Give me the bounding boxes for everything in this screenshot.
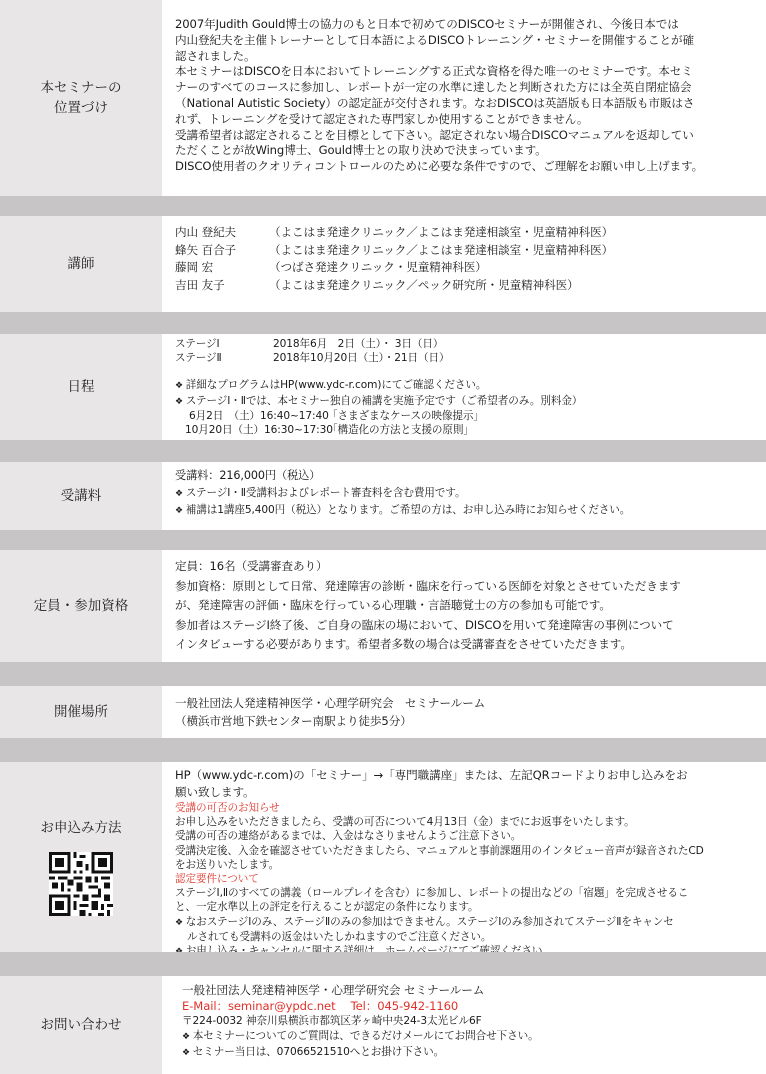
venue-content: 一般社団法人発達精神医学・心理学研究会 セミナールーム （横浜市営地下鉄センター南駅より徒歩5分） [175, 696, 486, 728]
contact-label: お問い合わせ [0, 976, 162, 1074]
apply-content: HP（www.ydc-r.com)の「セミナー」→「専門職講座」または、左記QRコードよりお申し込みをお 願い致します。 受講の可否のお知らせ お申し込みをいただきましたら、受講の可否について4月13日（金）までにお返事をいたします。 受講の可否の連絡があるまでは、入金はなさりませんようご注意下さい。 受講決定後、入金を確認させていただきましたら、マニュアルと事前課題用のインタビュー音声が録音されたCD をお送りいたします。 認定要件について ステージⅠ,Ⅱのすべての講義（ロールプレイを含む）に参加し、レポートの提出などの「宿題」を完成させるこ と、一定水準以上の評定を行えることが認定の条件になります。 ❖ なおステージⅠのみ、ステージⅡのみの参加はできません。ステージⅠのみ参加されてステージⅡをキャンセ ルされても受講料の返金はいたしかねますのでご注意ください。 ❖ [162, 762, 766, 952]
contact-row [0, 976, 766, 1074]
stage-item: ステージⅠ 2018年6月 2日（土）・ 3日（日） [175, 338, 444, 350]
section-divider [0, 196, 766, 216]
lecturer-item: 吉田 友子 （よこはま発達クリニック／ペック研究所・児童精神科医） [175, 277, 579, 292]
stage-item: ステージⅡ 2018年10月20日（土）・21日（日） [175, 352, 450, 365]
schedule-label: 日程 [0, 334, 162, 440]
positioning-row [0, 0, 766, 196]
section-divider [0, 440, 766, 462]
positioning-label: 本セミナーの 位置づけ [0, 0, 162, 196]
lecturer-item: 蜂矢 百合子 （よこはま発達クリニック／よこはま発達相談室・児童精神科医） [175, 242, 614, 257]
capacity-row [0, 550, 766, 662]
section-divider [0, 952, 766, 976]
notice-heading: 受講の可否のお知らせ [175, 802, 280, 814]
capacity-label: 定員・参加資格 [0, 550, 162, 662]
lecturers-row [0, 216, 766, 312]
section-divider [0, 530, 766, 550]
section-divider [0, 662, 766, 686]
venue-row [0, 686, 766, 738]
schedule-row [0, 334, 766, 440]
venue-label: 開催場所 [0, 686, 162, 738]
lecturers-content [162, 216, 766, 312]
schedule-content: ステージⅠ 2018年6月 2日（土）・ 3日（日） ステージⅡ 2018年10月20日（土）・21日（日） ❖ 詳細なプログラムはHP(www.ydc-r.com)にてご確認ください。 ❖ ステージⅠ・Ⅱでは、本セミナー独自の補講を実施予定です（ご希望者のみ。別料金） 6月2日 （土）16:40~17:40「さまざまなケースの映像提示」 10月20日（土）16:30~17:30「構造化の方法と支援の原則」 [162, 334, 766, 440]
contact-email[interactable]: E-Mail：seminar@ypdc.net Tel：045-942-1160 [182, 999, 459, 1013]
qr-code-icon[interactable] [49, 852, 113, 916]
fee-content: 受講料：216,000円（税込） ❖ ステージⅠ・Ⅱ受講料およびレポート審査料を含む費用です。 ❖ 補講は1講座5,400円（税込）となります。ご希望の方は、お申し込み時にお知らせください。 [162, 462, 766, 530]
lecturer-item: 内山 登紀夫 （よこはま発達クリニック／よこはま発達相談室・児童精神科医） [175, 225, 614, 239]
fee-row [0, 462, 766, 530]
capacity-content: 定員：16名（受講審査あり） 参加資格：原則として日常、発達障害の診断・臨床を行っている医師を対象とさせていただきます が、発達障害の評価・臨床を行っている心理職・言語聴覚士の方の参加も可能です。 参加者はステージⅠ終了後、ご自身の臨床の場において、DISCOを用いて発達障害の事例について インタビューする必要があります。希望者多数の場合は受講審査をさせていただきます。 [175, 559, 681, 651]
fee-label: 受講料 [0, 462, 162, 530]
session-item: 6月2日 （土）16:40~17:40「さまざまなケースの映像提示」 [189, 409, 484, 422]
apply-row [0, 762, 766, 952]
lecturer-item: 藤岡 宏 （つばさ発達クリニック・児童精神科医） [175, 260, 487, 274]
session-item: 10月20日（土）16:30~17:30「構造化の方法と支援の原則」 [185, 424, 474, 437]
section-divider [0, 738, 766, 762]
cert-heading: 認定要件について [175, 873, 259, 886]
positioning-content: 2007年Judith Gould博士の協力のもと日本で初めてのDISCOセミナーが開催され、今後日本では 内山登紀夫を主催トレーナーとして日本語によるDISCOトレーニング・セミナーを開催することが確 認されました。 本セミナーはDISCOを日本においてトレーニングする正式な資格を得た唯一のセミナーです。本セミ ナーのすべてのコースに参加し、レポートが一定の水準に達したと判断された方には全英自閉症協会 （National Autistic Society）の認定証が交付されます。なおDISCOは英語版も日本語版も市販はさ れず、トレーニングを受けて認定された専門家しか使用することができません。 受講希望者は認定されることを目標として下さい。認定されない場合DISCOマニュアルを返却してい ただくことが故Wing博士、Gould博士との取り決めで決まっています。 DISCO使用者のクオリティコントロールのために必要な条件ですので、ご理解をお願い申し上げます。 [175, 17, 704, 174]
lecturers-label: 講師 [0, 216, 162, 312]
section-divider [0, 312, 766, 334]
apply-label: お申込み方法 [0, 762, 162, 952]
contact-content: 一般社団法人発達精神医学・心理学研究会 セミナールーム E-Mail：seminar@ypdc.net Tel：045-942-1160 〒224-0032 神奈川県横浜市都筑区茅ヶ崎中央24-3太光ビル6F ❖ 本セミナーについてのご質問は、できるだけメールにてお問合せ下さい。 ❖ セミナー当日は、07066521510へとお掛け下さい。 [162, 976, 766, 1074]
